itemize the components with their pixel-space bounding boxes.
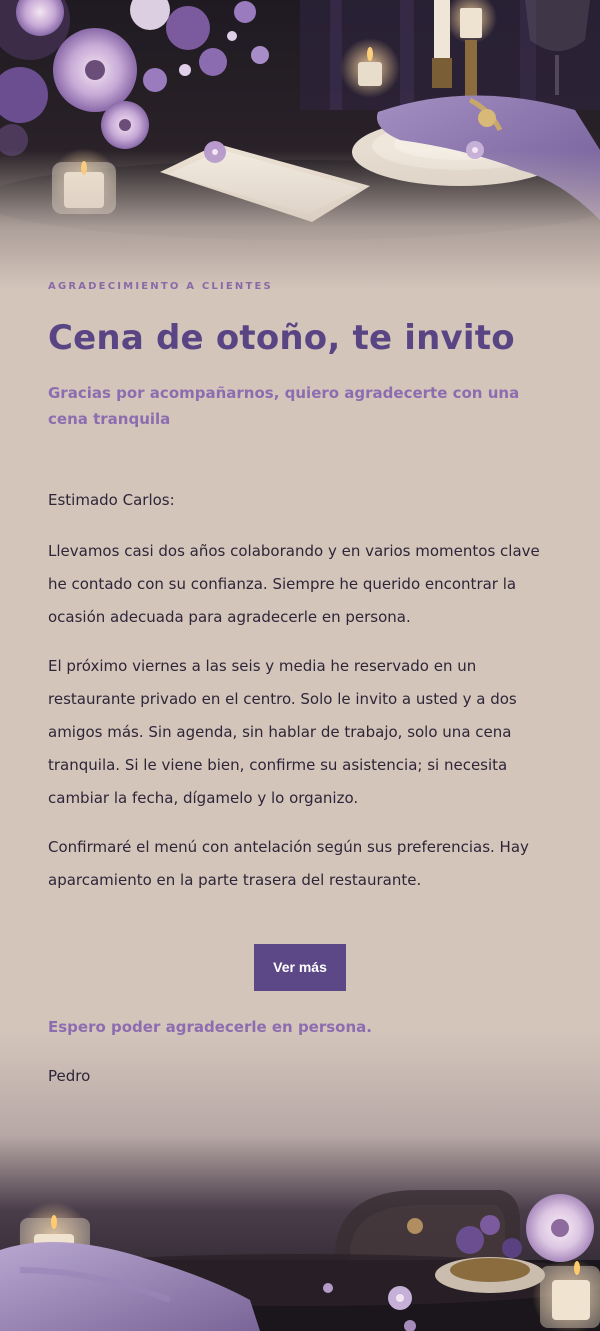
page-title: Cena de otoño, te invito [48, 318, 515, 358]
subtitle: Gracias por acompañarnos, quiero agradecerte con una cena tranquila [48, 384, 520, 428]
hero-image [0, 0, 600, 290]
paragraph-3: Confirmaré el menú con antelación según sus preferencias. Hay aparcamiento en la parte trasera del restaurante. [48, 838, 529, 889]
paragraph-1: Llevamos casi dos años colaborando y en varios momentos clave he contado con su confianza. Siempre he querido encontrar la ocasión adecuada para agradecerle en persona. [48, 542, 540, 626]
letter-body [48, 484, 552, 913]
paragraph-2: El próximo viernes a las seis y media he reservado en un restaurante privado en el centro. Solo le invito a usted y a dos amigos más. Sin agenda, sin hablar de trabajo, solo una cena tranquila. Si le viene bien, confirme su asistencia; si necesita cambiar la fecha, dígamelo y lo organizo. [48, 657, 517, 807]
eyebrow-label: AGRADECIMIENTO A CLIENTES [48, 281, 273, 292]
see-more-button[interactable]: Ver más [254, 944, 346, 991]
greeting: Estimado Carlos: [48, 491, 175, 509]
closing-line: Espero poder agradecerle en persona. [48, 1018, 372, 1036]
cta-container [48, 944, 552, 991]
signature: Pedro [48, 1067, 91, 1085]
